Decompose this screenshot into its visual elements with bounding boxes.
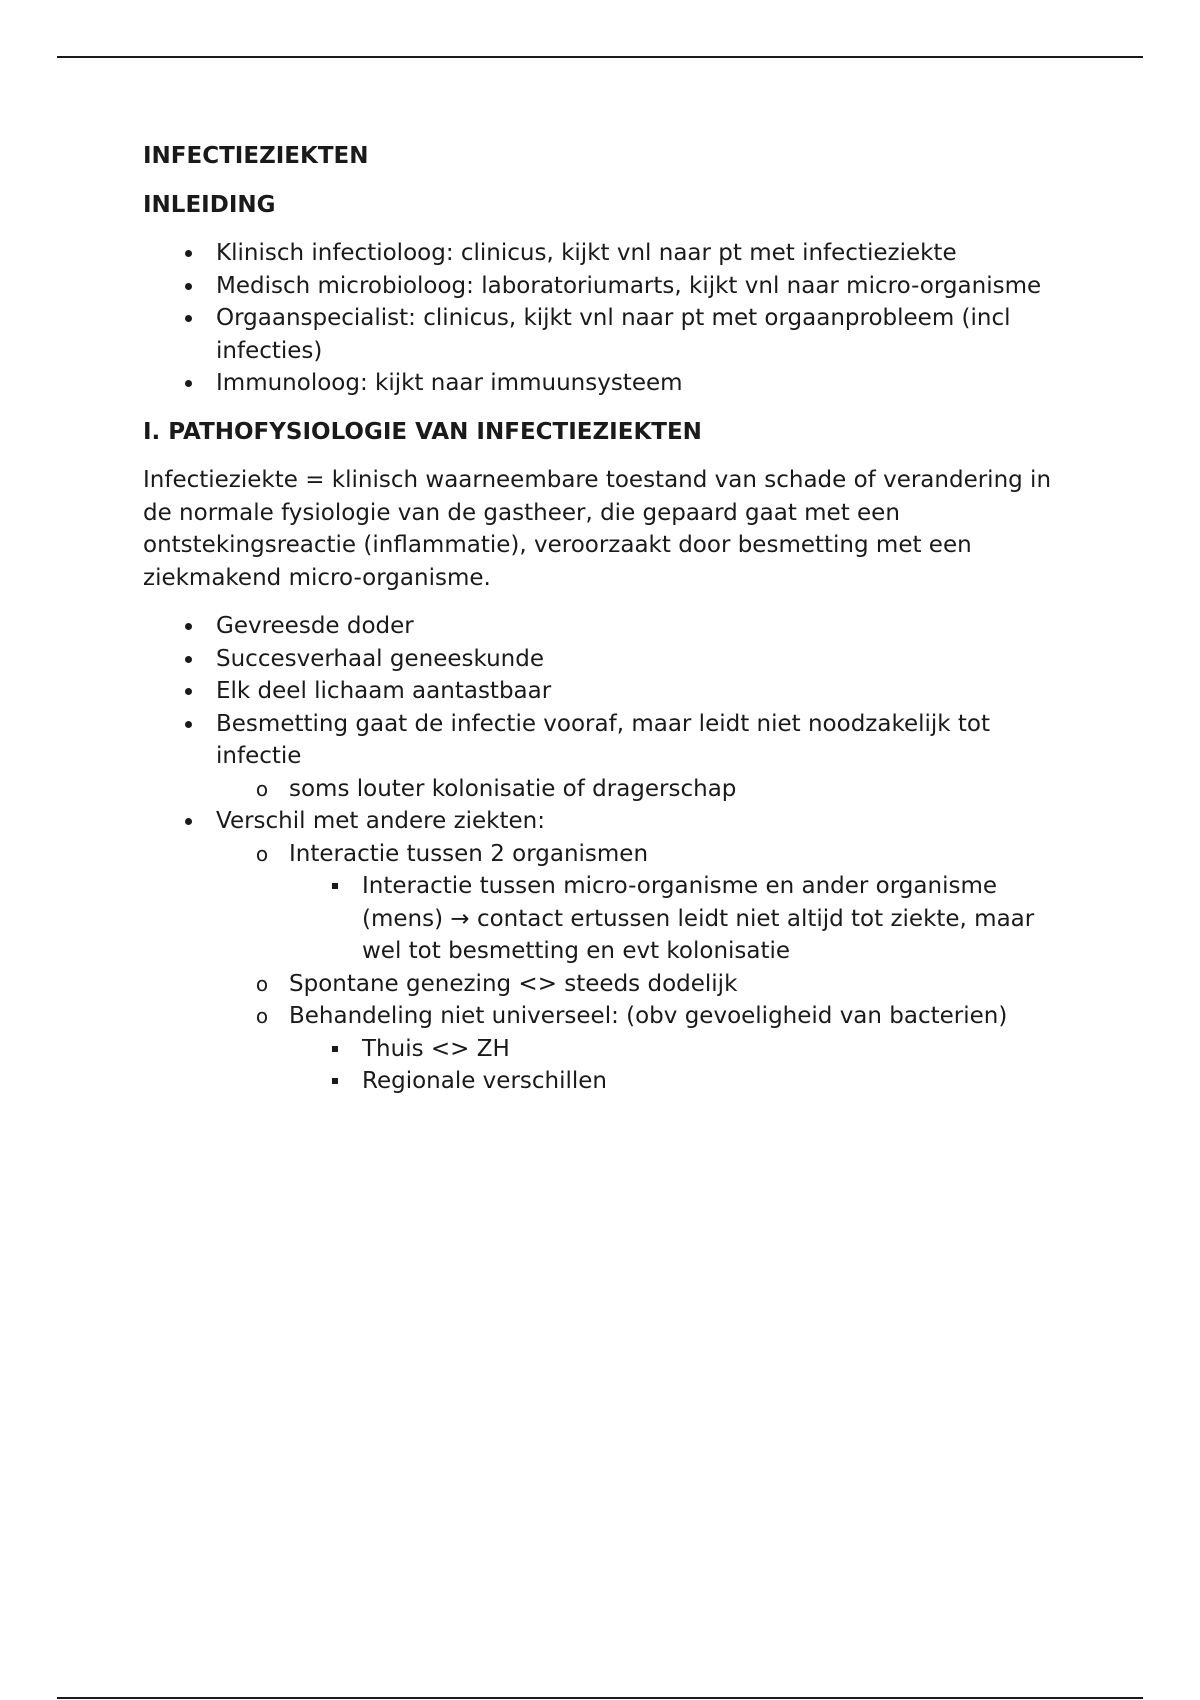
bullet-circle-icon: o: [255, 841, 269, 866]
footer-rule: [57, 1697, 1143, 1699]
bullet-circle-icon: o: [255, 776, 269, 801]
sub-list-item: o Interactie tussen 2 organismen Interactie tussen micro-organisme en ander organisme (mens) → contact ertussen leidt niet altijd tot ziekte, maar wel tot besmetting en evt kolonisatie: [216, 838, 1063, 968]
list-item: Besmetting gaat de infectie vooraf, maar leidt niet noodzakelijk tot infectie o soms louter kolonisatie of dragerschap: [143, 708, 1063, 806]
list-item: Gevreesde doder: [216, 613, 414, 639]
definition-paragraph: Infectieziekte = klinisch waarneembare toestand van schade of verandering in de normale fysiologie van de gastheer, die gepaard gaat met een ontstekingsreactie (inflammatie), veroorzaakt door besmetting met een ziekmakend micro-organisme.: [143, 467, 1052, 591]
sub-list-item: o Spontane genezing <> steeds dodelijk: [216, 968, 1063, 1001]
list-item: Succesverhaal geneeskunde: [216, 645, 545, 672]
sub-sub-list: [289, 1033, 1063, 1098]
sub-sub-list: [289, 870, 1063, 968]
header-rule: [57, 56, 1143, 58]
sub-list: [216, 838, 1063, 1098]
inleiding-list: [143, 237, 1063, 400]
sub-list-item: o Behandeling niet universeel: (obv gevoeligheid van bacterien) Thuis <> ZH Regionale verschillen: [216, 1000, 1063, 1098]
sub-sub-list-item: Thuis <> ZH: [362, 1035, 510, 1062]
sub-sub-list-item: Regionale verschillen: [362, 1068, 608, 1094]
document-title: INFECTIEZIEKTEN: [143, 143, 369, 169]
section-heading-pathofysiologie: I. PATHOFYSIOLOGIE VAN INFECTIEZIEKTEN: [143, 418, 702, 445]
sub-sub-list-item: Interactie tussen micro-organisme en ander organisme (mens) → contact ertussen leidt niet altijd tot ziekte, maar wel tot besmetting en evt kolonisatie: [362, 873, 1035, 964]
bullet-circle-icon: o: [255, 971, 269, 996]
list-item: Verschil met andere ziekten: o Interactie tussen 2 organismen Interactie tussen micro-organisme en ander organisme (mens) → contact ertussen leidt niet altijd tot ziekte, maar wel tot besmetting en evt kolonisatie o Spontane genezing <> steeds dodelijk o Behandeling niet universeel: (obv gevoeligheid van bacterien) Thuis <> ZH Regionale verschillen: [143, 805, 1063, 1098]
pathofysiologie-list: [143, 610, 1063, 1098]
document-body: [143, 140, 1063, 1114]
list-item: Immunoloog: kijkt naar immuunsysteem: [216, 370, 683, 396]
sub-list: [216, 773, 1063, 806]
bullet-circle-icon: o: [255, 1004, 269, 1028]
list-item: Elk deel lichaam aantastbaar: [216, 678, 552, 704]
list-item: Klinisch infectioloog: clinicus, kijkt vnl naar pt met infectieziekte: [216, 240, 957, 266]
list-item: Medisch microbioloog: laboratoriumarts, kijkt vnl naar micro-organisme: [216, 272, 1042, 299]
list-item: Orgaanspecialist: clinicus, kijkt vnl naar pt met orgaanprobleem (incl infecties): [216, 305, 1011, 364]
section-heading-inleiding: INLEIDING: [143, 191, 276, 218]
sub-list-item: o soms louter kolonisatie of dragerschap: [216, 773, 1063, 806]
